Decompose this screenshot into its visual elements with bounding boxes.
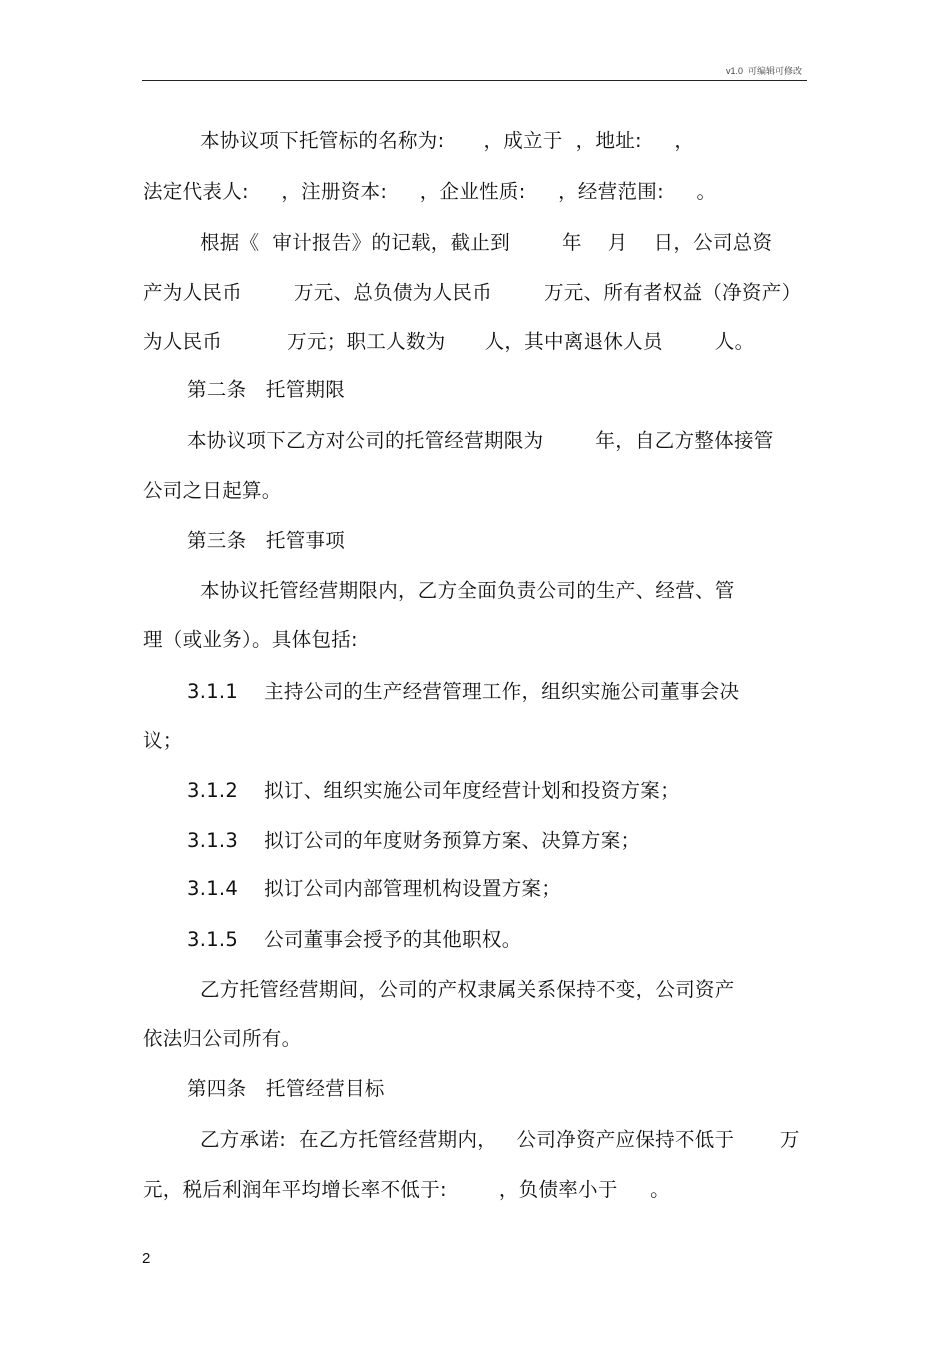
list-item: 3.1.1 主持公司的生产经营管理工作，组织实施公司董事会决 [187, 680, 740, 703]
section-heading: 第二条 托管期限 [187, 378, 346, 401]
paragraph-line: 根据《 审计报告》的记载，截止到 年 月 日，公司总资 [200, 231, 773, 254]
list-item: 3.1.4 拟订公司内部管理机构设置方案； [187, 877, 562, 900]
page-number: 2 [142, 1250, 151, 1267]
paragraph-line: 依法归公司所有。 [143, 1027, 302, 1050]
paragraph-line: 本协议项下托管标的名称为: ，成立于 ，地址: ， [200, 129, 695, 152]
header-rule [142, 80, 807, 81]
section-heading: 第三条 托管事项 [187, 529, 346, 552]
paragraph-line: 本协议托管经营期限内，乙方全面负责公司的生产、经营、管 [200, 579, 735, 602]
paragraph-line: 为人民币 万元；职工人数为 人，其中离退休人员 人。 [143, 330, 755, 353]
list-item-continuation: 议； [143, 729, 183, 752]
paragraph-line: 本协议项下乙方对公司的托管经营期限为 年，自乙方整体接管 [187, 429, 774, 452]
paragraph-line: 乙方托管经营期间，公司的产权隶属关系保持不变，公司资产 [200, 978, 735, 1001]
list-item: 3.1.2 拟订、组织实施公司年度经营计划和投资方案； [187, 779, 680, 802]
paragraph-line: 乙方承诺: 在乙方托管经营期内， 公司净资产应保持不低于 万 [200, 1128, 800, 1151]
paragraph-line: 法定代表人: ，注册资本: ，企业性质: ，经营范围: 。 [143, 180, 717, 203]
paragraph-line: 产为人民币 万元、总负债为人民币 万元、所有者权益（净资产） [143, 281, 802, 304]
paragraph-line: 公司之日起算。 [143, 479, 282, 502]
section-heading: 第四条 托管经营目标 [187, 1077, 385, 1100]
header-version-note: v1.0 可编辑可修改 [725, 66, 802, 76]
paragraph-line: 理（或业务）。具体包括: [143, 628, 358, 651]
paragraph-line: 元，税后利润年平均增长率不低于: ，负债率小于 。 [143, 1178, 670, 1201]
list-item: 3.1.3 拟订公司的年度财务预算方案、决算方案； [187, 829, 641, 852]
list-item: 3.1.5 公司董事会授予的其他职权。 [187, 928, 522, 951]
